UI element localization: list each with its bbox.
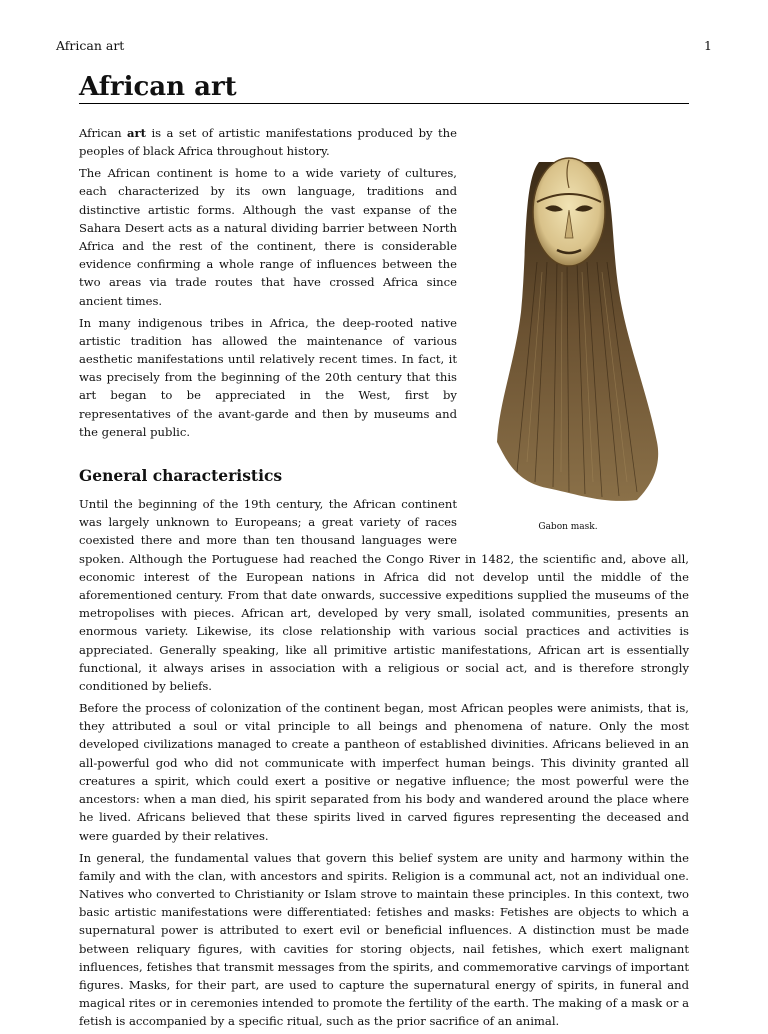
running-header-title: African art — [56, 38, 125, 53]
section-paragraph: Before the process of colonization of the continent began, most African peoples were animists, that is, they attributed a soul or vital principle to all beings and phenomena of nature. Only the most developed civilizations managed to create a pantheon of established divinities. Africans believed in an all-powerful god who did not communicate with imperfect human beings. This divinity granted all creatures a spirit, which could exert a positive or negative influence; the most powerful were the ancestors: when a man died, his spirit separated from his body and wandered around the place where he lived. Africans believed that these spirits lived in carved figures representing the deceased and were guarded by their relatives. — [79, 701, 689, 843]
page-number: 1 — [704, 38, 712, 53]
section-paragraph: Until the beginning of the 19th century, the African continent was largely unknown to Europeans; a great variety of races coexisted there and more than ten thousand languages were spoken. Although the Portuguese had reached the Congo River in 1482, the scientific and, above all, economic interest of the European nations in Africa did not develop until the middle of the aforementioned century. From that date onwards, successive expeditions supplied the museums of the metropolises with pieces. African art, developed by very small, isolated communities, presents an enormous variety. Likewise, its close relationship with various social practices and activities is appreciated. Generally speaking, like all primitive artistic manifestations, African art is essentially functional, it always arises in association with a religious or social act, and is therefore strongly conditioned by beliefs. — [79, 497, 689, 694]
figure-caption: Gabon mask. — [538, 522, 598, 532]
intro-bold-term: art — [127, 126, 147, 140]
body-paragraph: The African continent is home to a wide variety of cultures, each characterized by its own language, traditions and distinctive artistic forms. Although the vast expanse of the Sahara Desert acts as a natural dividing barrier between North Africa and the rest of the continent, there is considerable evidence confirming a whole range of influences between the two areas via trade routes that have crossed Africa since ancient times. — [79, 166, 457, 308]
body-paragraph: In many indigenous tribes in Africa, the deep-rooted native artistic tradition has allowed the maintenance of various aesthetic manifestations until relatively recent times. In fact, it was precisely from the beginning of the 20th century that this art began to be appreciated in the West, first by representatives of the avant-garde and then by museums and the general public. — [79, 315, 457, 439]
intro-lead-text: African — [79, 126, 128, 140]
page-title: African art — [79, 72, 689, 104]
gabon-mask-image — [487, 142, 667, 514]
figure — [469, 128, 689, 538]
intro-definition-text: is a set of artistic manifestations produced by the peoples of black Africa throughout history. — [79, 126, 457, 159]
section-paragraph: In general, the fundamental values that govern this belief system are unity and harmony within the family and with the clan, with ancestors and spirits. Religion is a communal act, not an individual one. Natives who converted to Christianity or Islam strove to maintain these principles. In this context, two basic artistic manifestations were differentiated: fetishes and masks: Fetishes are objects to which a supernatural power is attributed to exert evil or beneficial influences. A distinction must be made between reliquary figures, with cavities for storing objects, nail fetishes, which exert malignant influences, fetishes that transmit messages from the spirits, and commemorative carvings of important figures. Masks, for their part, are used to capture the supernatural energy of spirits, in funeral and magical rites or in ceremonies intended to promote the fertility of the earth. The making of a mask or a fetish is accompanied by a specific ritual, such as the prior sacrifice of an animal. — [79, 850, 689, 1029]
article-body — [79, 124, 689, 1034]
section-heading: General characteristics — [79, 466, 283, 486]
